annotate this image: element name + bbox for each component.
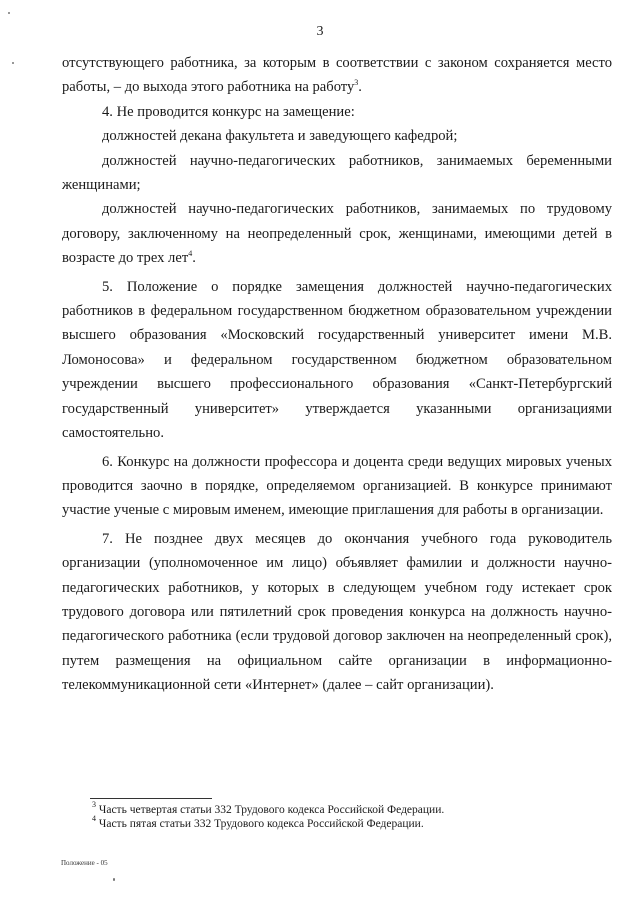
paragraph-4: 4. Не проводится конкурс на замещение: <box>102 103 355 120</box>
paragraph-4-item-dean: должностей декана факультета и заведующего кафедрой; <box>102 128 458 145</box>
paragraph-5: 5. Положение о порядке замещения должностей научно-педагогических работников в федеральном государственном бюджетном образовательном учреждении высшего образования «Московский государственный университет имени М.В. Ломоносова» и федеральном государственном бюджетном образовательном учреждении высшего профессионального образования «Санкт-Петербургский государственный университет» утверждается указанными организациями самостоятельно. <box>62 278 612 442</box>
scan-speck <box>113 878 115 881</box>
paragraph-4-item-children: должностей научно-педагогических работников, занимаемых по трудовому договору, заключенному на неопределенный срок, женщинами, имеющими детей в возрасте до трех лет$^4$. <box>62 201 612 267</box>
paragraph-7: 7. Не позднее двух месяцев до окончания учебного года руководитель организации (уполномоченное им лицо) объявляет фамилии и должности научно-педагогических работников, у которых в следующем учебном году истекает срок трудового договора или пятилетний срок проведения конкурса на должность научно-педагогического работника (если трудовой договор заключен на неопределенный срок), путем размещения на официальном сайте организации в информационно-телекоммуникационной сети «Интернет» (далее – сайт организации). <box>62 530 612 694</box>
page-number: 3 <box>316 24 324 39</box>
paragraph-6: 6. Конкурс на должности профессора и доцента среди ведущих мировых ученых проводится заочно в порядке, определяемом организацией. В конкурсе принимают участие ученые с мировым именем, имеющие приглашения для работы в организации. <box>62 453 612 519</box>
scan-speck <box>8 12 10 14</box>
scan-speck <box>12 62 14 64</box>
footnote-3: $^3$ Часть четвертая статьи 332 Трудового кодекса Российской Федерации. <box>92 800 445 816</box>
paragraph-4-item-pregnant: должностей научно-педагогических работников, занимаемых беременными женщинами; <box>62 152 612 194</box>
body-text <box>62 51 612 698</box>
paragraph-continuation: отсутствующего работника, за которым в соответствии с законом сохраняется место работы, – до выхода этого работника на работу$^3$. <box>62 55 612 96</box>
footnote-4: $^4$ Часть пятая статьи 332 Трудового кодекса Российской Федерации. <box>92 814 424 830</box>
footer-label: Положение - 05 <box>61 859 108 867</box>
footnote-ref-4: 4 <box>188 249 193 259</box>
footnote-ref-3: 3 <box>354 78 359 88</box>
footnotes <box>92 800 612 831</box>
footnote-separator <box>90 798 212 799</box>
